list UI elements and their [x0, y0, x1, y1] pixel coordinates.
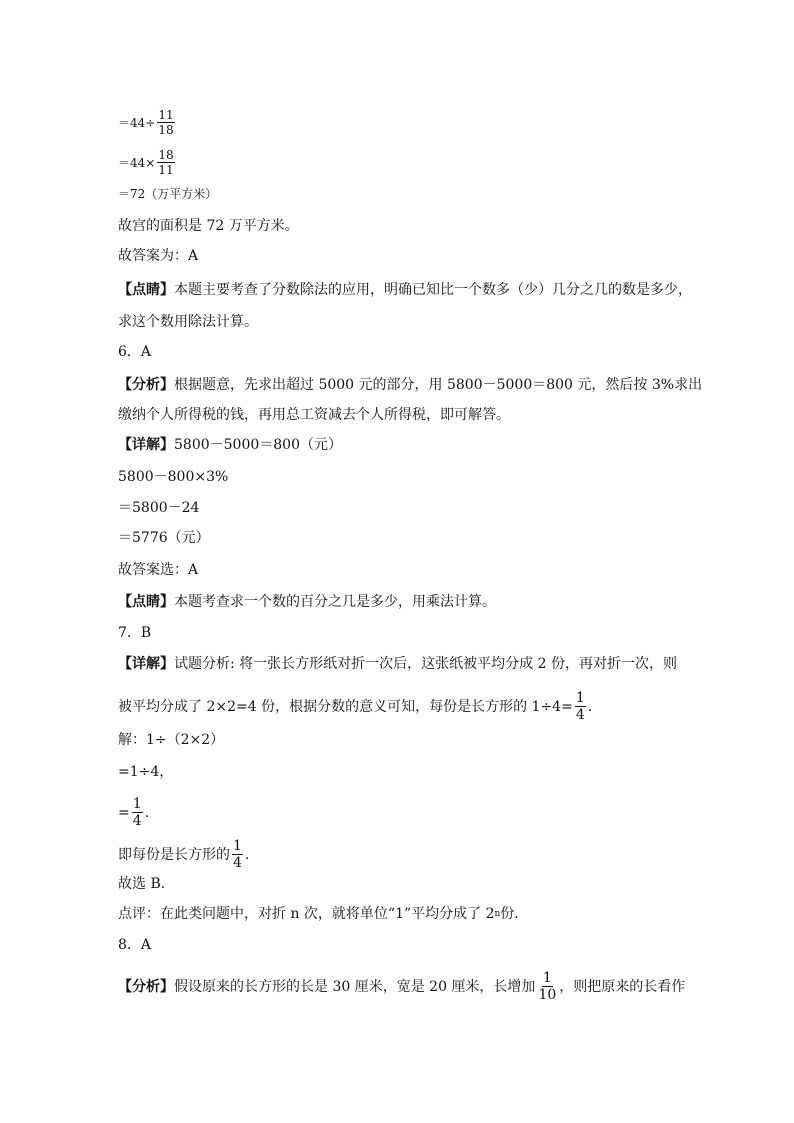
comment-text: 本题主要考查了分数除法的应用，明确已知比一个数多（少）几分之几的数是多少， [174, 282, 692, 298]
comment-line [118, 280, 704, 300]
superscript: n [494, 909, 501, 919]
question-number-text: 8．A [118, 937, 152, 953]
calc-line-3 [118, 184, 704, 204]
question-number-text: 6．A [118, 344, 152, 360]
solution-text: =1÷4， [118, 764, 174, 780]
section-tag: 【分析】 [118, 978, 174, 995]
fraction-denominator: 4 [233, 855, 242, 871]
question-number [118, 935, 704, 955]
fraction [232, 838, 243, 871]
solution-line [118, 838, 704, 871]
fraction-numerator: 1 [575, 690, 585, 706]
fraction-numerator: 1 [542, 970, 552, 986]
question-number [118, 342, 704, 362]
analysis-text: 根据题意，先求出超过 5000 元的部分，用 5800－5000＝800 元，然后按 3%求出 [174, 377, 703, 393]
fraction [132, 796, 143, 829]
answer-line [118, 560, 704, 580]
calc-line [118, 498, 704, 518]
calc-line [118, 528, 704, 548]
section-tag: 【分析】 [118, 377, 174, 393]
detail-text: 被平均分成了 2×2=4 份，根据分数的意义可知，每份是长方形的 1÷4= [118, 698, 573, 715]
solution-text: 即每份是长方形的 [118, 846, 230, 863]
result-line [118, 216, 704, 236]
comment-text: 本题考查求一个数的百分之几是多少，用乘法计算。 [174, 594, 496, 610]
fraction-numerator: 18 [158, 148, 174, 162]
section-tag: 【详解】 [118, 656, 174, 672]
calc-line [118, 467, 704, 487]
detail-line [118, 435, 704, 455]
detail-text: 5800－5000＝800（元） [174, 437, 342, 453]
solution-line [118, 730, 704, 750]
comment-line-cont [118, 312, 704, 332]
comment-line [118, 592, 704, 612]
fraction-denominator: 18 [158, 123, 174, 137]
analysis-text: 缴纳个人所得税的钱，再用总工资减去个人所得税，即可解答。 [118, 407, 510, 423]
detail-text: 试题分析: 将一张长方形纸对折一次后，这张纸被平均分成 2 份，再对折一次，则 [174, 656, 677, 672]
calc-text: ＝72（万平方米） [118, 187, 218, 201]
solution-line [118, 796, 704, 829]
result-text: 故宫的面积是 72 万平方米。 [118, 218, 299, 234]
solution-line [118, 762, 704, 782]
analysis-line-cont [118, 405, 704, 425]
fraction-denominator: 4 [132, 813, 142, 829]
answer-line [118, 246, 704, 266]
calc-text: ＝44÷ [118, 115, 156, 130]
analysis-line [118, 970, 704, 1003]
fraction [575, 690, 586, 723]
calc-text: ＝5800－24 [118, 500, 200, 516]
answer-line [118, 874, 704, 894]
detail-line [118, 654, 704, 674]
fraction-denominator: 10 [538, 987, 557, 1003]
detail-line-cont [118, 690, 704, 723]
question-number [118, 623, 704, 643]
detail-text: . [587, 698, 593, 715]
analysis-line [118, 375, 704, 395]
answer-text: 故答案选：A [118, 562, 199, 578]
section-tag: 【点睛】 [118, 282, 174, 298]
calc-line-2 [118, 148, 704, 177]
calc-text: 5800－800×3% [118, 469, 229, 485]
analysis-text: ，则把原来的长看作 [559, 978, 686, 995]
section-tag: 【点睛】 [118, 594, 174, 610]
remark-text: 份． [500, 906, 529, 922]
calc-text: ＝44× [118, 155, 156, 170]
fraction-denominator: 4 [575, 707, 585, 723]
solution-text: = [118, 804, 130, 821]
solution-text: . [144, 804, 150, 821]
fraction-numerator: 1 [233, 838, 242, 854]
remark-line [118, 904, 704, 924]
fraction-numerator: 11 [158, 108, 174, 122]
answer-text: 故选 B． [118, 876, 175, 892]
solution-text: 解：1÷（2×2） [118, 732, 225, 748]
solution-text: . [244, 846, 250, 863]
section-tag: 【详解】 [118, 437, 174, 453]
calc-line-1 [118, 108, 704, 137]
fraction [537, 970, 557, 1003]
fraction-numerator: 1 [132, 796, 142, 812]
remark-text: 点评：在此类问题中，对折 n 次，就将单位“1”平均分成了 2 [118, 906, 495, 922]
comment-text: 求这个数用除法计算。 [118, 314, 258, 330]
fraction [157, 148, 174, 177]
fraction-denominator: 11 [158, 163, 174, 177]
fraction [157, 108, 174, 137]
analysis-text: 假设原来的长方形的长是 30 厘米，宽是 20 厘米，长增加 [174, 978, 536, 995]
calc-text: ＝5776（元） [118, 530, 210, 546]
question-number-text: 7．B [118, 625, 152, 641]
answer-text: 故答案为：A [118, 248, 199, 264]
